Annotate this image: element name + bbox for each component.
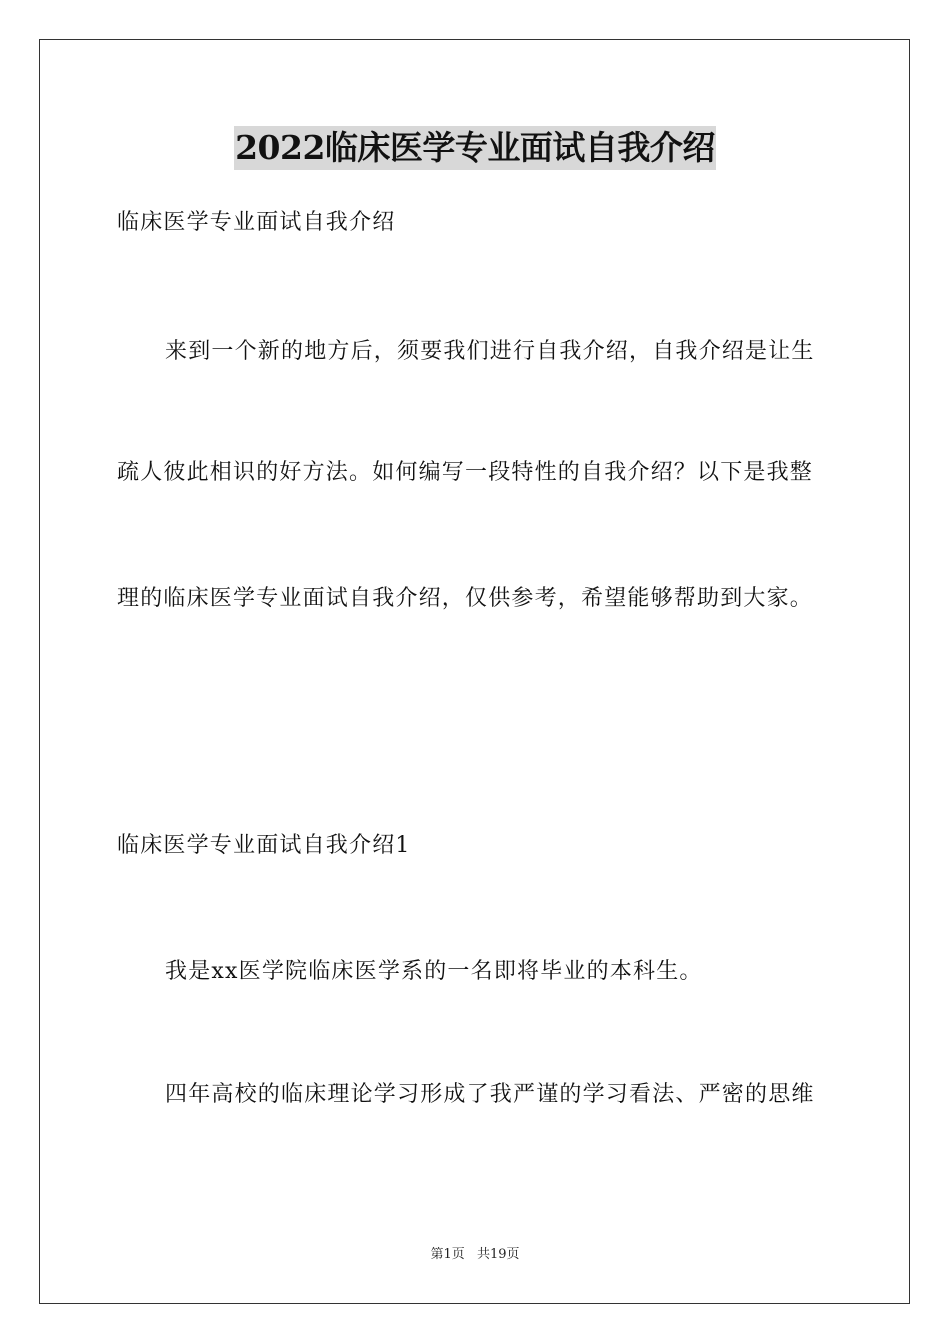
page-number-current: 第1页 bbox=[430, 1247, 465, 1262]
intro-line-3: 理的临床医学专业面试自我介绍，仅供参考，希望能够帮助到大家。 bbox=[117, 586, 814, 611]
intro-line-2: 疏人彼此相识的好方法。如何编写一段特性的自我介绍？以下是我整 bbox=[117, 460, 814, 485]
section-paragraph-1: 我是xx医学院临床医学系的一名即将毕业的本科生。 bbox=[165, 959, 703, 984]
page-footer bbox=[0, 1246, 950, 1264]
document-subtitle: 临床医学专业面试自我介绍 bbox=[117, 210, 396, 235]
intro-line-1: 来到一个新的地方后，须要我们进行自我介绍，自我介绍是让生 bbox=[165, 339, 815, 364]
section-paragraph-2-line-1: 四年高校的临床理论学习形成了我严谨的学习看法、严密的思维 bbox=[165, 1082, 815, 1107]
document-title: 2022临床医学专业面试自我介绍 bbox=[234, 126, 716, 170]
title-container bbox=[0, 126, 950, 170]
section-heading: 临床医学专业面试自我介绍1 bbox=[117, 833, 411, 858]
page-number-total: 共19页 bbox=[476, 1247, 520, 1262]
